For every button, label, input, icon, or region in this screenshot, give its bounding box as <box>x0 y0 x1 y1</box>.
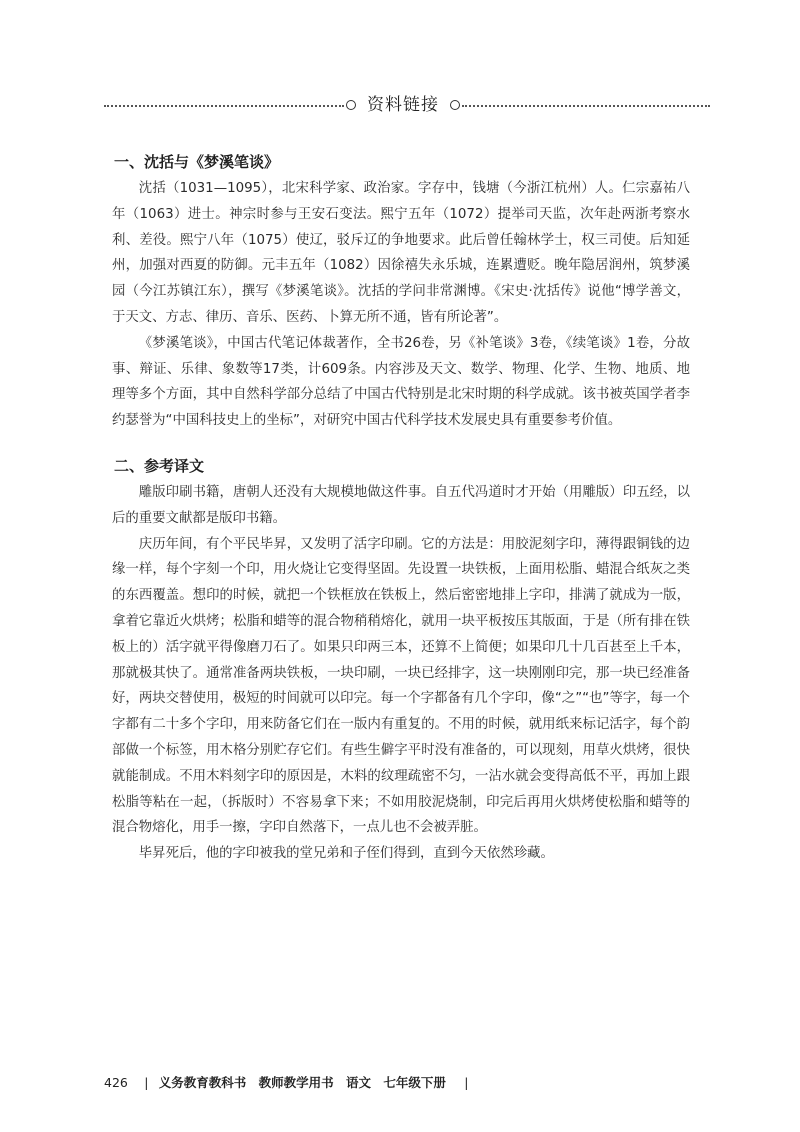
page-footer <box>104 1074 704 1092</box>
footer-series: 义务教育教科书 <box>158 1075 247 1090</box>
paragraph: 雕版印刷书籍，唐朝人还没有大规模地做这件事。自五代冯道时才开始（用雕版）印五经，以后的重要文献都是版印书籍。 <box>112 484 690 526</box>
section-heading: 一、沈括与《梦溪笔谈》 <box>114 153 280 171</box>
footer-subject: 语文 <box>346 1075 372 1090</box>
header-title: 资料链接 <box>367 95 439 115</box>
footer-separator-end: | <box>464 1075 469 1090</box>
footer-grade: 七年级下册 <box>383 1075 446 1090</box>
dotted-rule-left <box>104 105 344 107</box>
page-number: 426 <box>104 1075 128 1090</box>
paragraph: 沈括（1031—1095），北宋科学家、政治家。字存中，钱塘（今浙江杭州）人。仁宗嘉祐八年（1063）进士。神宗时参与王安石变法。熙宁五年（1072）提举司天监，次年赴两浙考察水利、差役。熙宁八年（1075）使辽，驳斥辽的争地要求。此后曾任翰林学士，权三司使。后知延州，加强对西夏的防御。元丰五年（1082）因徐禧失永乐城，连累遭贬。晚年隐居润州，筑梦溪园（今江苏镇江东），撰写《梦溪笔谈》。沈括的学问非常渊博。《宋史·沈括传》说他“博学善文，于天文、方志、律历、音乐、医药、卜算无所不通，皆有所论著”。 <box>112 181 690 325</box>
paragraph: 庆历年间，有个平民毕昇，又发明了活字印刷。它的方法是：用胶泥刻字印，薄得跟铜钱的边缘一样，每个字刻一个印，用火烧让它变得坚固。先设置一块铁板，上面用松脂、蜡混合纸灰之类的东西覆盖。想印的时候，就把一个铁框放在铁板上，然后密密地排上字印，排满了就成为一版，拿着它靠近火烘烤；松脂和蜡等的混合物稍稍熔化，就用一块平板按压其版面，于是（所有排在铁板上的）活字就平得像磨刀石了。如果只印两三本，还算不上简便；如果印几十几百甚至上千本，那就极其快了。通常准备两块铁板，一块印刷，一块已经排字，这一块刚刚印完，那一块已经准备好，两块交替使用，极短的时间就可以印完。每一个字都备有几个字印，像“之”“也”等字，每一个字都有二十多个字印，用来防备它们在一版内有重复的。不用的时候，就用纸来标记活字，每个韵部做一个标签，用木格分别贮存它们。有些生僻字平时没有准备的，可以现刻，用草火烘烤，很快就能制成。不用木料刻字印的原因是，木料的纹理疏密不匀，一沾水就会变得高低不平，再加上跟松脂等粘在一起，（拆版时）不容易拿下来；不如用胶泥烧制，印完后再用火烘烤使松脂和蜡等的混合物熔化，用手一擦，字印自然落下，一点儿也不会被弄脏。 <box>112 536 690 836</box>
dotted-rule-right <box>462 105 710 107</box>
section-heading: 二、参考译文 <box>114 456 205 475</box>
page-content <box>112 148 690 867</box>
footer-separator: | <box>144 1075 149 1090</box>
paragraph: 毕昇死后，他的字印被我的堂兄弟和子侄们得到，直到今天依然珍藏。 <box>138 846 554 862</box>
section-translation <box>112 452 690 867</box>
section-shen-kuo <box>112 148 690 434</box>
section-header <box>104 92 710 120</box>
footer-book: 教师教学用书 <box>258 1075 334 1090</box>
ring-ornament-right <box>450 100 460 110</box>
paragraph: 《梦溪笔谈》，中国古代笔记体裁著作，全书26卷，另《补笔谈》3卷，《续笔谈》1卷，分故事、辩证、乐律、象数等17类，计609条。内容涉及天文、数学、物理、化学、生物、地质、地理等多个方面，其中自然科学部分总结了中国古代特别是北宋时期的科学成就。该书被英国学者李约瑟誉为“中国科技史上的坐标”，对研究中国古代科学技术发展史具有重要参考价值。 <box>112 335 690 429</box>
ring-ornament-left <box>346 100 356 110</box>
